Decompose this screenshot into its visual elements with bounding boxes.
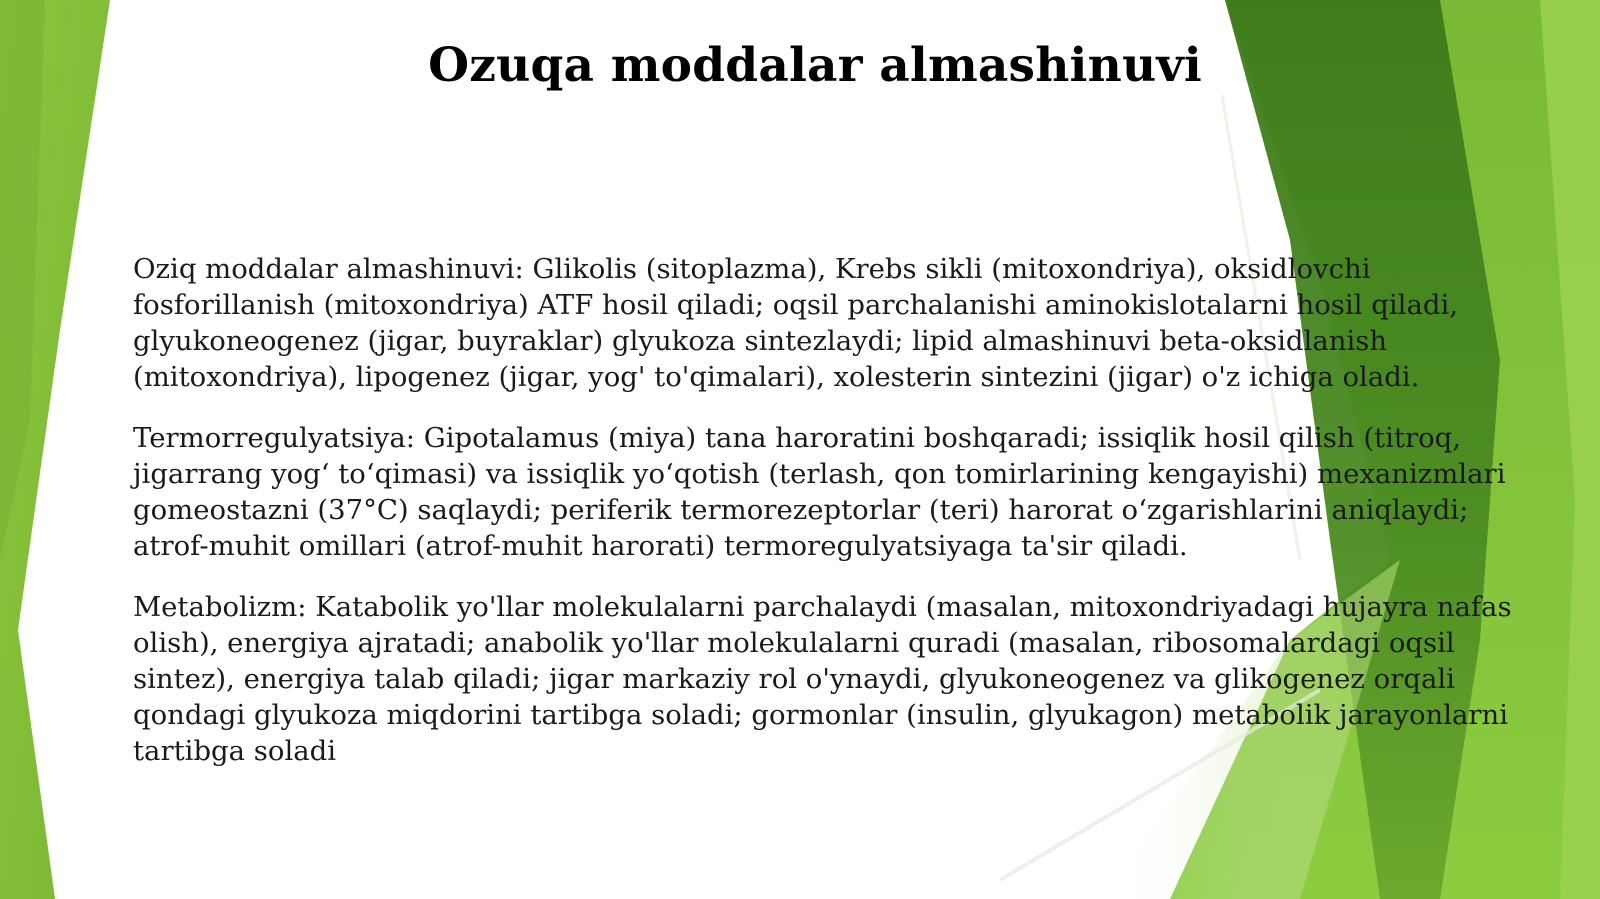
paragraph-thermoregulation: Termorregulyatsiya: Gipotalamus (miya) tana haroratini boshqaradi; issiqlik hosil qilish (titroq, jigarrang yog‘ to‘qimasi) va issiqlik yo‘qotish (terlash, qon tomirlarining kengayishi) mexanizmlari gomeostazni (37°C) saqlaydi; periferik termorezeptorlar (teri) harorat o‘zgarishlarini aniqlaydi; atrof-muhit omillari (atrof-muhit harorati) termoregulyatsiyaga ta'sir qiladi.	[133, 422, 1506, 562]
paragraph-nutrient-metabolism: Oziq moddalar almashinuvi: Glikolis (sitoplazma), Krebs sikli (mitoxondriya), oksidlovchi fosforillanish (mitoxondriya) ATF hosil qiladi; oqsil parchalanishi aminokislotalarni hosil qiladi, glyukoneogenez (jigar, buyraklar) glyukoza sintezlaydi; lipid almashinuvi beta-oksidlanish (mitoxondriya), lipogenez (jigar, yog' to'qimalari), xolesterin sintezini (jigar) o'z ichiga oladi.	[133, 253, 1458, 393]
paragraph-metabolism: Metabolizm: Katabolik yo'llar molekulalarni parchalaydi (masalan, mitoxondriyadagi hujayra nafas olish), energiya ajratadi; anabolik yo'llar molekulalarni quradi (masalan, ribosomalardagi oqsil sintez), energiya talab qiladi; jigar markaziy rol o'ynaydi, glyukoneogenez va glikogenez orqali qondagi glyukoza miqdorini tartibga soladi; gormonlar (insulin, glyukagon) metabolik jarayonlarni tartibga soladi	[133, 591, 1512, 767]
slide-body	[133, 251, 1513, 794]
slide-title: Ozuqa moddalar almashinuvi	[428, 38, 1202, 93]
